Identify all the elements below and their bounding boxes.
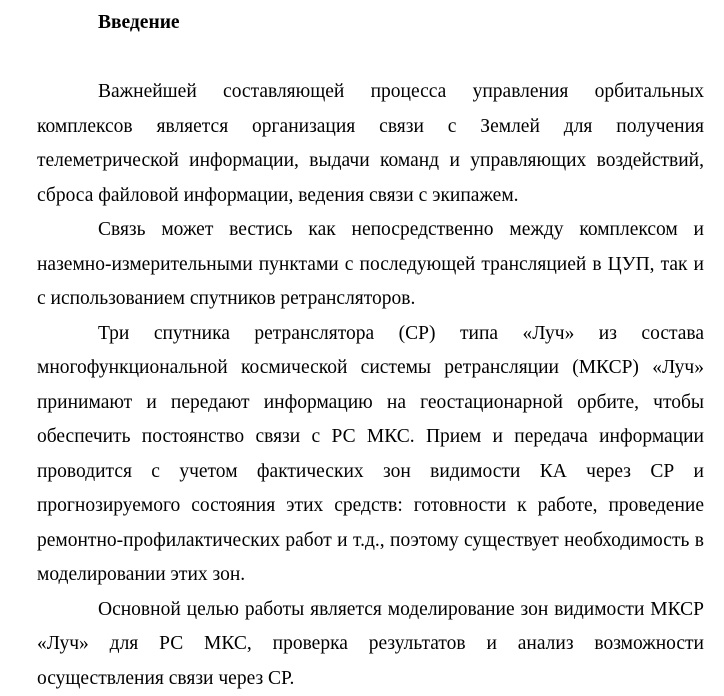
paragraph-4: Основной целью работы является моделирование зон видимости МКСР «Луч» для РС МКС, проверка результатов и анализ возможности осуществления связи через СР. [37, 593, 704, 696]
paragraph-2: Связь может вестись как непосредственно между комплексом и наземно-измерительными пунктами с последующей трансляцией в ЦУП, так и с использованием спутников ретрансляторов. [37, 213, 704, 317]
paragraph-3: Три спутника ретранслятора (СР) типа «Луч» из состава многофункциональной космической системы ретрансляции (МКСР) «Луч» принимают и передают информацию на геостационарной орбите, чтобы обеспечить постоянство связи с РС МКС. Прием и передача информации проводится с учетом фактических зон видимости КА через СР и прогнозируемого состояния этих средств: готовности к работе, проведение ремонтно-профилактических работ и т.д., поэтому существует необходимость в моделировании этих зон. [37, 317, 704, 593]
paragraph-1: Важнейшей составляющей процесса управления орбитальных комплексов является организация связи с Землей для получения телеметрической информации, выдачи команд и управляющих воздействий, сброса файловой информации, ведения связи с экипажем. [37, 75, 704, 213]
document-page [37, 0, 704, 696]
heading-spacer [37, 41, 704, 76]
section-heading: Введение [37, 6, 704, 41]
